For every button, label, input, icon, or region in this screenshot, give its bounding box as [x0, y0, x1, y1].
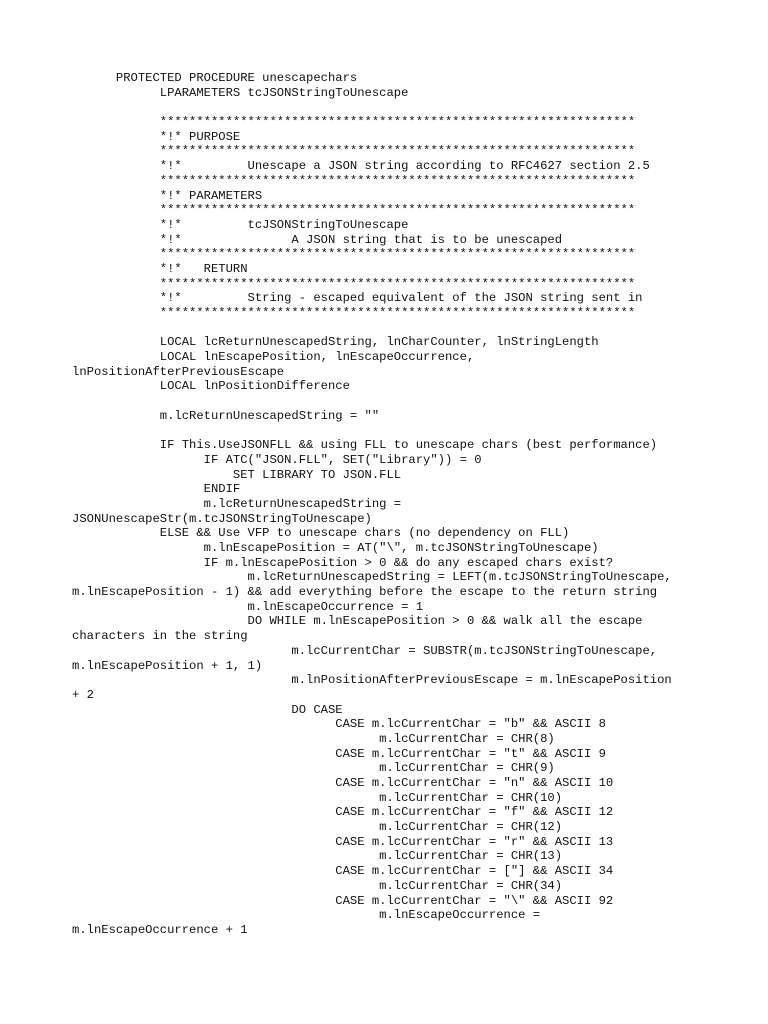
code-line: m.lcCurrentChar = SUBSTR(m.tcJSONStringToUnescape, — [72, 643, 658, 658]
code-line: m.lcReturnUnescapedString = — [72, 496, 402, 511]
code-line: m.lnEscapeOccurrence = 1 — [72, 599, 424, 614]
code-line: *!* PARAMETERS — [72, 188, 263, 203]
code-line: ***************************************************************** — [72, 144, 636, 159]
code-line: m.lnEscapePosition + 1, 1) — [72, 658, 263, 673]
code-line: CASE m.lcCurrentChar = "r" && ASCII 13 — [72, 834, 614, 849]
code-line: IF m.lnEscapePosition > 0 && do any escaped chars exist? — [72, 555, 614, 570]
code-line — [72, 424, 762, 439]
code-line: DO WHILE m.lnEscapePosition > 0 && walk all the escape — [72, 614, 643, 629]
code-line: LPARAMETERS tcJSONStringToUnescape — [72, 85, 409, 100]
code-line: m.lnEscapePosition - 1) && add everything before the escape to the return string — [72, 585, 658, 600]
code-listing — [72, 71, 762, 938]
code-line: m.lcReturnUnescapedString = "" — [72, 408, 380, 423]
code-line: IF ATC("JSON.FLL", SET("Library")) = 0 — [72, 452, 482, 467]
code-line: LOCAL lnPositionDifference — [72, 379, 350, 394]
code-line: m.lcCurrentChar = CHR(8) — [72, 731, 555, 746]
code-line: m.lnEscapeOccurrence = — [72, 908, 541, 923]
code-line: m.lcCurrentChar = CHR(10) — [72, 790, 563, 805]
code-line: m.lcCurrentChar = CHR(34) — [72, 878, 563, 893]
code-line: *!* A JSON string that is to be unescaped — [72, 232, 563, 247]
code-line: PROTECTED PROCEDURE unescapechars — [72, 71, 358, 85]
code-line: CASE m.lcCurrentChar = "n" && ASCII 10 — [72, 776, 614, 790]
code-line: CASE m.lcCurrentChar = ["] && ASCII 34 — [72, 864, 614, 879]
code-line: ***************************************************************** — [72, 115, 636, 130]
code-line — [72, 100, 762, 115]
code-line: m.lnEscapePosition = AT("\", m.tcJSONStringToUnescape) — [72, 541, 599, 555]
code-line: m.lnPositionAfterPreviousEscape = m.lnEscapePosition — [72, 673, 672, 688]
code-line: ***************************************************************** — [72, 306, 636, 320]
code-line: m.lnEscapeOccurrence + 1 — [72, 922, 248, 937]
code-line: ELSE && Use VFP to unescape chars (no dependency on FLL) — [72, 526, 570, 541]
code-line: ***************************************************************** — [72, 173, 636, 188]
code-line: CASE m.lcCurrentChar = "t" && ASCII 9 — [72, 746, 606, 761]
code-line: *!* PURPOSE — [72, 129, 241, 144]
code-line: *!* Unescape a JSON string according to RFC4627 section 2.5 — [72, 159, 650, 174]
code-line: ENDIF — [72, 482, 241, 497]
code-line: ***************************************************************** — [72, 247, 636, 262]
code-line: IF This.UseJSONFLL && using FLL to unescape chars (best performance) — [72, 438, 658, 453]
code-line: m.lcReturnUnescapedString = LEFT(m.tcJSONStringToUnescape, — [72, 570, 672, 585]
code-line: + 2 — [72, 687, 94, 702]
code-line: CASE m.lcCurrentChar = "f" && ASCII 12 — [72, 805, 614, 820]
code-line: m.lcCurrentChar = CHR(9) — [72, 761, 555, 776]
code-line: CASE m.lcCurrentChar = "\" && ASCII 92 — [72, 893, 614, 908]
code-line: *!* RETURN — [72, 261, 248, 276]
code-line: LOCAL lnEscapePosition, lnEscapeOccurrence, — [72, 350, 475, 365]
code-line: lnPositionAfterPreviousEscape — [72, 364, 285, 379]
code-line: CASE m.lcCurrentChar = "b" && ASCII 8 — [72, 717, 606, 732]
code-line: *!* tcJSONStringToUnescape — [72, 217, 409, 232]
code-line: m.lcCurrentChar = CHR(12) — [72, 820, 563, 835]
code-line: ***************************************************************** — [72, 203, 636, 218]
code-line: JSONUnescapeStr(m.tcJSONStringToUnescape) — [72, 511, 372, 526]
code-line — [72, 394, 762, 409]
code-line: DO CASE — [72, 702, 343, 717]
code-line: m.lcCurrentChar = CHR(13) — [72, 849, 563, 864]
code-line: LOCAL lcReturnUnescapedString, lnCharCounter, lnStringLength — [72, 335, 599, 350]
code-line: SET LIBRARY TO JSON.FLL — [72, 467, 402, 482]
code-line: characters in the string — [72, 629, 248, 644]
code-line: *!* String - escaped equivalent of the JSON string sent in — [72, 291, 643, 306]
code-line — [72, 321, 762, 336]
code-line: ***************************************************************** — [72, 276, 636, 291]
